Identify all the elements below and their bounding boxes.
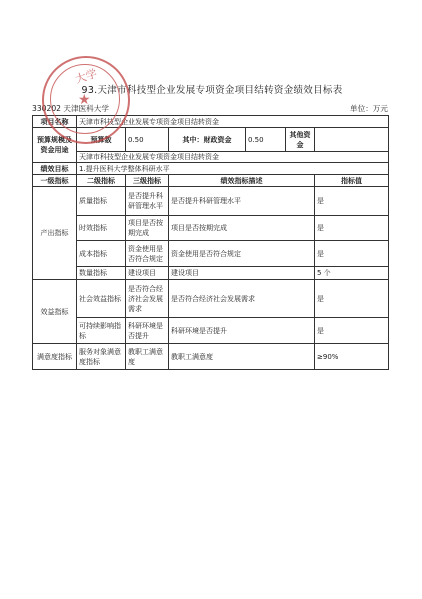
level2-cell: 可持续影响指标: [77, 318, 126, 344]
description-cell: 是否符合经济社会发展需求: [169, 280, 315, 318]
category-output: 产出指标: [33, 187, 77, 280]
description-cell: 教职工满意度: [169, 344, 315, 370]
level3-cell: 建设项目: [126, 267, 169, 280]
value-cell: 是: [315, 318, 389, 344]
table-row: [33, 241, 389, 267]
usage-row: [33, 152, 389, 163]
table-row: [33, 318, 389, 344]
header-value: 指标值: [315, 175, 389, 187]
value-cell: ≥90%: [315, 344, 389, 370]
value-cell: 是: [315, 216, 389, 241]
header-description: 绩效指标描述: [169, 175, 315, 187]
performance-target-table: [32, 115, 389, 370]
goal-label: 绩效目标: [33, 163, 77, 175]
budget-label: 预算规模及资金用途: [33, 128, 77, 163]
header-level1: 一级指标: [33, 175, 77, 187]
table-row: [33, 216, 389, 241]
project-name-label: 项目名称: [33, 116, 77, 128]
official-seal: [42, 56, 130, 144]
level3-cell: 科研环境是否提升: [126, 318, 169, 344]
level2-cell: 质量指标: [77, 187, 126, 216]
header-level3: 三级指标: [126, 175, 169, 187]
goal-value: 1.提升医科大学整体科研水平: [77, 163, 389, 175]
value-cell: 是: [315, 280, 389, 318]
category-benefit: 效益指标: [33, 280, 77, 344]
table-row: [33, 344, 389, 370]
category-satisfaction: 满意度指标: [33, 344, 77, 370]
level2-cell: 成本指标: [77, 241, 126, 267]
level3-cell: 是否符合经济社会发展需求: [126, 280, 169, 318]
level2-cell: 数量指标: [77, 267, 126, 280]
description-cell: 是否提升科研管理水平: [169, 187, 315, 216]
project-name-value: 天津市科技型企业发展专项资金项目结转资金: [77, 116, 389, 128]
description-cell: 科研环境是否提升: [169, 318, 315, 344]
level3-cell: 教职工满意度: [126, 344, 169, 370]
description-cell: 项目是否按期完成: [169, 216, 315, 241]
budget-amount-value: 0.50: [126, 128, 169, 152]
value-cell: 是: [315, 187, 389, 216]
level2-cell: 时效指标: [77, 216, 126, 241]
table-row: [33, 280, 389, 318]
unit-label: 单位：万元: [350, 104, 388, 113]
description-cell: 建设项目: [169, 267, 315, 280]
seal-text: 大学: [73, 66, 99, 87]
goal-row: [33, 163, 389, 175]
level2-cell: 社会效益指标: [77, 280, 126, 318]
value-cell: 是: [315, 241, 389, 267]
fiscal-funds-label: 其中：财政资金: [169, 128, 246, 152]
usage-value: 天津市科技型企业发展专项资金项目结转资金: [77, 152, 389, 163]
value-cell: 5 个: [315, 267, 389, 280]
org-name: 330202 天津医科大学: [32, 104, 109, 113]
other-funds-label: 其他资金: [286, 128, 315, 152]
level3-cell: 是否提升科研管理水平: [126, 187, 169, 216]
table-row: [33, 267, 389, 280]
level3-cell: 项目是否按期完成: [126, 216, 169, 241]
level2-cell: 服务对象满意度指标: [77, 344, 126, 370]
fiscal-funds-value: 0.50: [246, 128, 286, 152]
document-title: 93.天津市科技型企业发展专项资金项目结转资金绩效目标表: [81, 85, 343, 96]
header-level2: 二级指标: [77, 175, 126, 187]
header-row: [33, 175, 389, 187]
star-icon: ★: [78, 92, 91, 108]
budget-amount-label: 预算数: [77, 128, 126, 152]
other-funds-value: [315, 128, 389, 152]
description-cell: 资金使用是否符合规定: [169, 241, 315, 267]
level3-cell: 资金使用是否符合规定: [126, 241, 169, 267]
table-row: [33, 187, 389, 216]
